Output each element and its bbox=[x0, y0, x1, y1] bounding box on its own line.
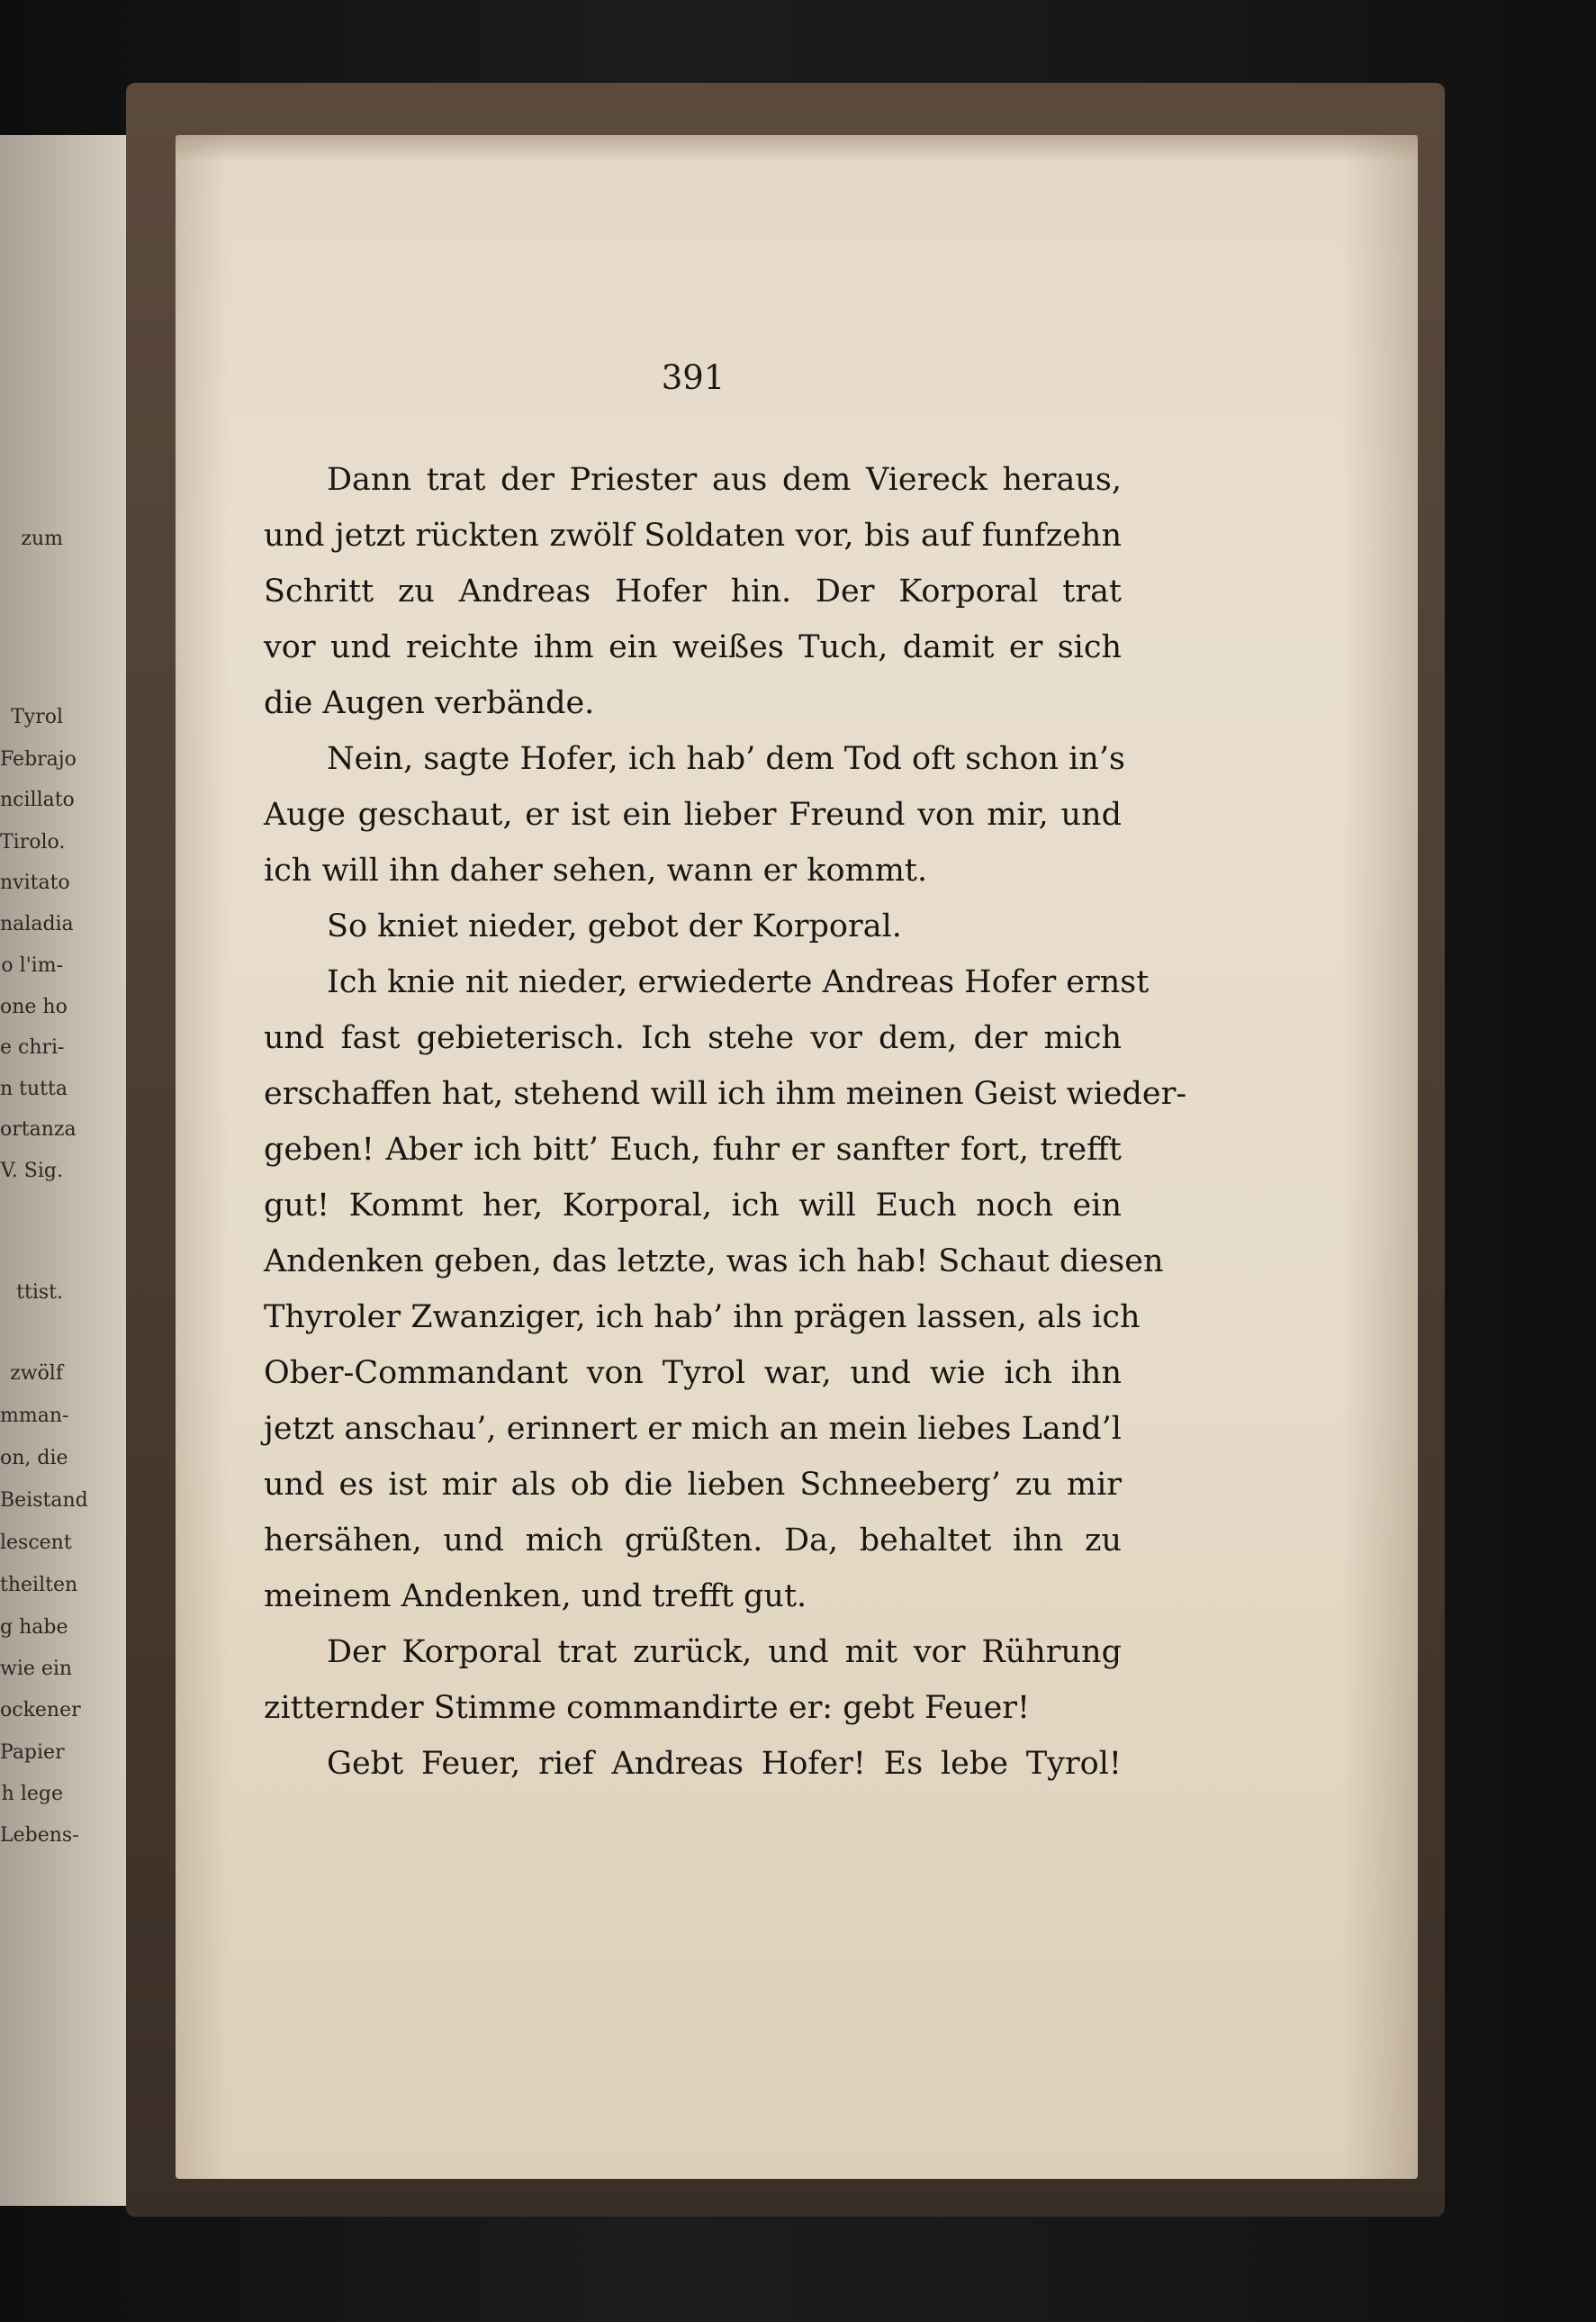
text-line: Gebt Feuer, rief Andreas Hofer! Es lebe Tyrol! bbox=[327, 1746, 1122, 1782]
left-fragment: h lege bbox=[1, 1783, 63, 1805]
text-line: vor und reichte ihm ein weißes Tuch, damit er sich bbox=[264, 629, 1122, 665]
left-fragment: Tirolo. bbox=[0, 831, 66, 854]
text-line: Ober-Commandant von Tyrol war, und wie ich ihn bbox=[264, 1355, 1122, 1391]
left-fragment: theilten bbox=[0, 1574, 78, 1596]
left-fragment: nvitato bbox=[0, 872, 70, 894]
text-line: geben! Aber ich bitt’ Euch, fuhr er sanfter fort, trefft bbox=[264, 1132, 1122, 1168]
left-fragment: ttist. bbox=[16, 1281, 63, 1304]
text-line: gut! Kommt her, Korporal, ich will Euch noch ein bbox=[264, 1188, 1122, 1224]
page-text bbox=[264, 452, 1187, 1792]
page-number: 391 bbox=[661, 358, 726, 397]
text-line: meinem Andenken, und trefft gut. bbox=[264, 1578, 807, 1614]
page-top-wear bbox=[176, 135, 1418, 162]
left-fragment: one ho bbox=[0, 996, 68, 1018]
text-line: Der Korporal trat zurück, und mit vor Rührung bbox=[327, 1634, 1122, 1670]
text-line: Thyroler Zwanziger, ich hab’ ihn prägen lassen, als ich bbox=[264, 1299, 1141, 1335]
gutter-shadow bbox=[176, 135, 230, 2179]
left-fragment: Febrajo bbox=[0, 748, 77, 771]
left-fragment: ncillato bbox=[0, 789, 75, 811]
left-fragment: on, die bbox=[0, 1447, 68, 1469]
text-line: die Augen verbände. bbox=[264, 685, 595, 721]
text-line: und jetzt rückten zwölf Soldaten vor, bis auf funfzehn bbox=[264, 518, 1122, 554]
text-line: Ich knie nit nieder, erwiederte Andreas Hofer ernst bbox=[327, 964, 1150, 1000]
left-fragment: lescent bbox=[0, 1531, 72, 1554]
left-fragment: o l'im- bbox=[1, 954, 63, 977]
text-line: Auge geschaut, er ist ein lieber Freund von mir, und bbox=[264, 797, 1122, 833]
text-line: Nein, sagte Hofer, ich hab’ dem Tod oft schon in’s bbox=[327, 741, 1125, 777]
left-fragment: n tutta bbox=[0, 1078, 68, 1100]
left-fragment: Lebens- bbox=[0, 1824, 79, 1847]
left-fragment: zum bbox=[21, 528, 63, 550]
left-fragment: ockener bbox=[0, 1699, 81, 1721]
left-fragment: naladia bbox=[0, 913, 74, 935]
left-fragment: wie ein bbox=[0, 1658, 73, 1680]
left-fragment: zwölf bbox=[10, 1362, 63, 1385]
left-fragment: e chri- bbox=[0, 1036, 65, 1059]
text-line: hersähen, und mich grüßten. Da, behaltet ihn zu bbox=[264, 1522, 1122, 1559]
page-edge-shadow bbox=[1341, 135, 1418, 2179]
text-line: Dann trat der Priester aus dem Viereck heraus, bbox=[327, 462, 1122, 498]
left-fragment: Beistand bbox=[0, 1489, 88, 1512]
left-fragment: ortanza bbox=[0, 1118, 77, 1141]
text-line: Schritt zu Andreas Hofer hin. Der Korporal trat bbox=[264, 574, 1122, 610]
text-line: Andenken geben, das letzte, was ich hab! Schaut diesen bbox=[264, 1243, 1164, 1279]
left-fragment: g habe bbox=[0, 1616, 68, 1639]
text-line: zitternder Stimme commandirte er: gebt Feuer! bbox=[264, 1690, 1031, 1726]
left-fragment: mman- bbox=[0, 1405, 69, 1427]
text-line: ich will ihn daher sehen, wann er kommt. bbox=[264, 853, 928, 889]
left-fragment: Tyrol bbox=[11, 706, 63, 728]
text-line: und fast gebieterisch. Ich stehe vor dem, der mich bbox=[264, 1020, 1122, 1056]
left-fragment: V. Sig. bbox=[0, 1160, 63, 1182]
text-line: So kniet nieder, gebot der Korporal. bbox=[327, 908, 902, 944]
text-line: erschaffen hat, stehend will ich ihm meinen Geist wieder- bbox=[264, 1076, 1187, 1112]
text-line: und es ist mir als ob die lieben Schneeberg’ zu mir bbox=[264, 1467, 1122, 1503]
left-fragment: Papier bbox=[0, 1741, 65, 1764]
text-line: jetzt anschau’, erinnert er mich an mein liebes Land’l bbox=[264, 1411, 1122, 1447]
